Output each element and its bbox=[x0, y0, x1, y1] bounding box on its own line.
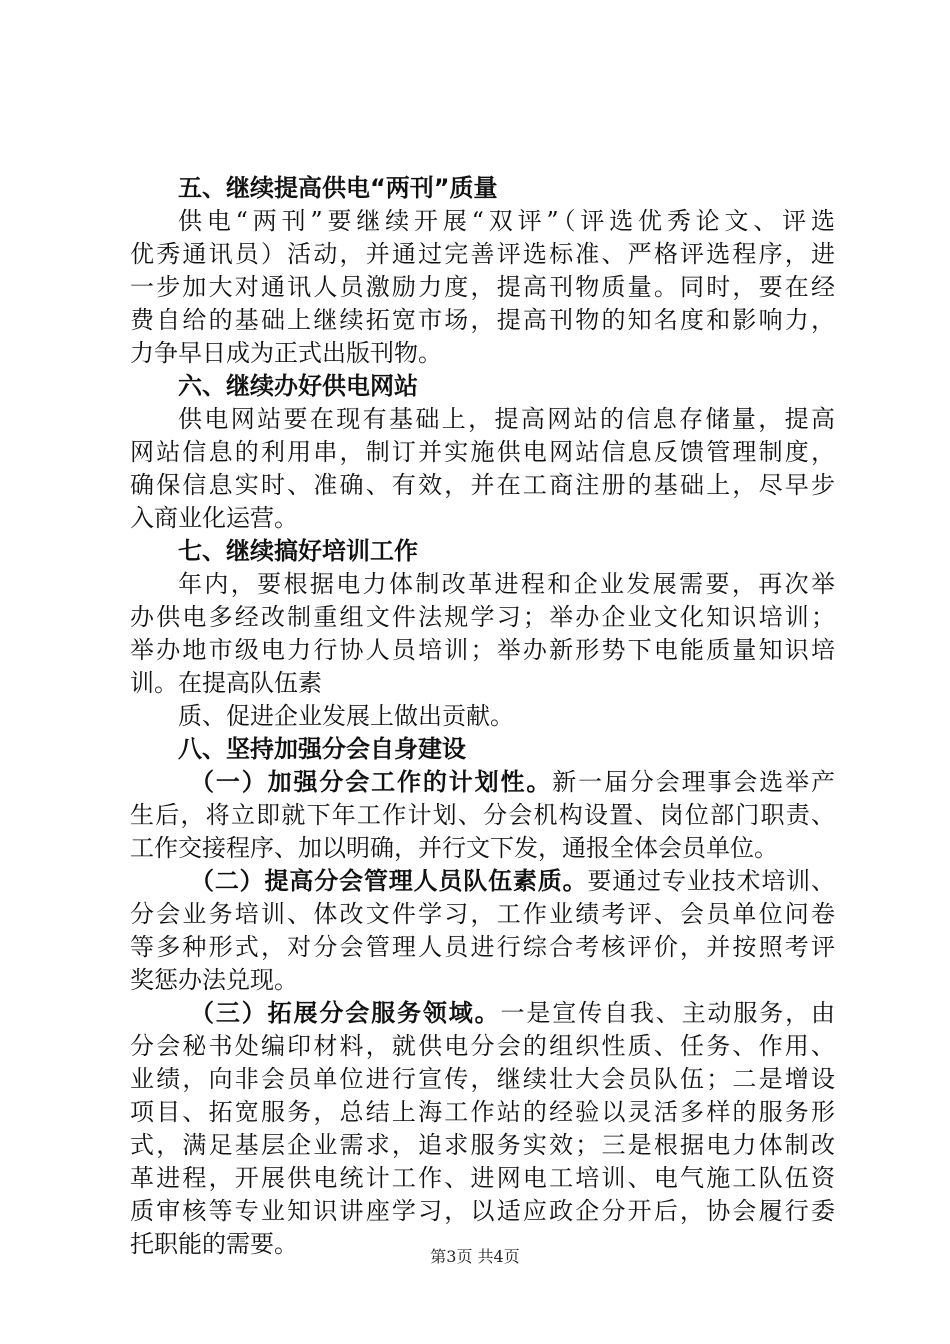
paragraph-line: 确保信息实时、准确、有效，并在工商注册的基础上，尽早步 bbox=[130, 471, 835, 499]
subsection-title-2: （二）提高分会管理人员队伍素质。 bbox=[190, 867, 588, 895]
paragraph-line: 生后，将立即就下年工作计划、分会机构设置、岗位部门职责、 bbox=[130, 801, 835, 829]
page-number-footer: 第3页 共4页 bbox=[430, 1247, 520, 1266]
paragraph-line: 优秀通讯员）活动，并通过完善评选标准、严格评选程序，进 bbox=[130, 240, 835, 268]
paragraph-line: 质审核等专业知识讲座学习，以适应政企分开后，协会履行委 bbox=[130, 1197, 835, 1225]
paragraph-line: 力争早日成为正式出版刊物。 bbox=[130, 339, 442, 367]
paragraph-line: 供电网站要在现有基础上，提高网站的信息存储量，提高 bbox=[178, 405, 835, 433]
section-heading-5: 五、继续提高供电“两刊”质量 bbox=[178, 174, 498, 202]
paragraph-line: 费自给的基础上继续拓宽市场，提高刊物的知名度和影响力， bbox=[130, 306, 835, 334]
paragraph-line: 等多种形式，对分会管理人员进行综合考核评价，并按照考评 bbox=[130, 933, 835, 961]
paragraph-line: 供电“两刊”要继续开展“双评”（评选优秀论文、评选 bbox=[178, 207, 835, 235]
section-heading-8: 八、坚持加强分会自身建设 bbox=[178, 735, 466, 763]
subsection-line-2 bbox=[130, 865, 835, 898]
subsection-line-3 bbox=[130, 997, 835, 1030]
paragraph-line: 办供电多经改制重组文件法规学习；举办企业文化知识培训； bbox=[130, 603, 835, 631]
paragraph-line: 分会业务培训、体改文件学习，工作业绩考评、会员单位问卷 bbox=[130, 900, 835, 928]
section-heading-7: 七、继续搞好培训工作 bbox=[178, 537, 418, 565]
paragraph-line: 质、促进企业发展上做出贡献。 bbox=[178, 702, 514, 730]
document-body bbox=[130, 172, 835, 1261]
paragraph-line: 业绩，向非会员单位进行宣传，继续壮大会员队伍；二是增设 bbox=[130, 1065, 835, 1093]
paragraph-line: 项目、拓宽服务，总结上海工作站的经验以灵活多样的服务形 bbox=[130, 1098, 835, 1126]
paragraph-line: 网站信息的利用串，制订并实施供电网站信息反馈管理制度， bbox=[130, 438, 835, 466]
paragraph-line: 奖惩办法兑现。 bbox=[130, 966, 298, 994]
paragraph-line: 年内，要根据电力体制改革进程和企业发展需要，再次举 bbox=[178, 570, 835, 598]
paragraph-text: 一是宣传自我、主动服务，由 bbox=[500, 999, 835, 1027]
subsection-title-3: （三）拓展分会服务领域。 bbox=[190, 999, 501, 1027]
paragraph-line: 入商业化运营。 bbox=[130, 504, 298, 532]
paragraph-text: 要通过专业技术培训、 bbox=[587, 867, 835, 895]
paragraph-text: 新一届分会理事会选举产 bbox=[552, 768, 835, 796]
section-heading-6: 六、继续办好供电网站 bbox=[178, 372, 418, 400]
paragraph-line: 训。在提高队伍素 bbox=[130, 669, 322, 697]
paragraph-line: 分会秘书处编印材料，就供电分会的组织性质、任务、作用、 bbox=[130, 1032, 835, 1060]
paragraph-line: 托职能的需要。 bbox=[130, 1230, 298, 1258]
paragraph-line: 革进程，开展供电统计工作、进网电工培训、电气施工队伍资 bbox=[130, 1164, 835, 1192]
subsection-line-1 bbox=[130, 766, 835, 799]
paragraph-line: 一步加大对通讯人员激励力度，提高刊物质量。同时，要在经 bbox=[130, 273, 835, 301]
paragraph-line: 举办地市级电力行协人员培训；举办新形势下电能质量知识培 bbox=[130, 636, 835, 664]
paragraph-line: 式，满足基层企业需求，追求服务实效；三是根据电力体制改 bbox=[130, 1131, 835, 1159]
subsection-title-1: （一）加强分会工作的计划性。 bbox=[190, 768, 553, 796]
paragraph-line: 工作交接程序、加以明确，并行文下发，通报全体会员单位。 bbox=[130, 834, 778, 862]
